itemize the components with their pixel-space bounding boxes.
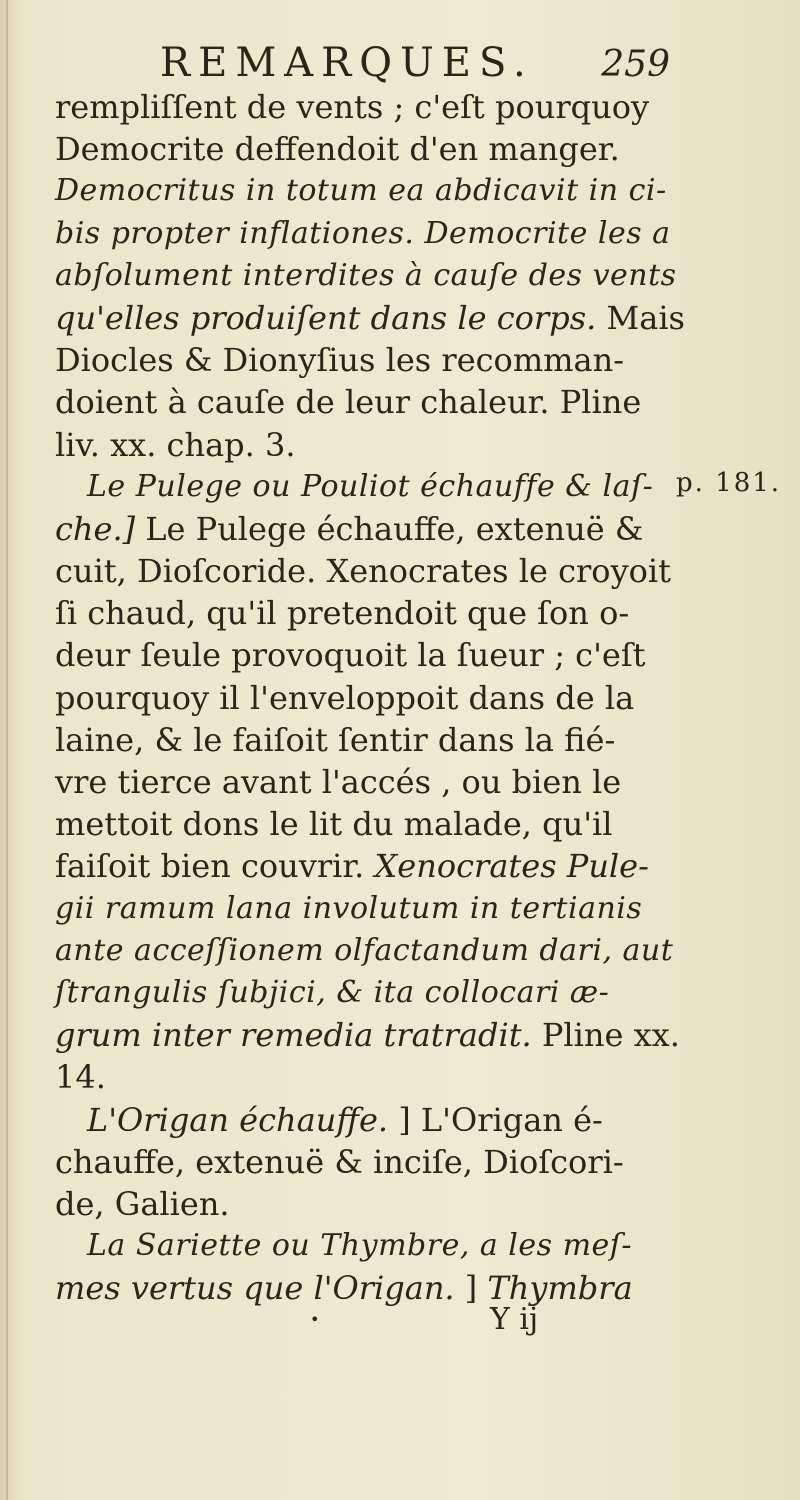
text-line: liv. xx. chap. 3. (55, 425, 296, 464)
text-line (55, 1267, 655, 1309)
text-line: ſi chaud, qu'il pretendoit que ſon o- (55, 594, 630, 633)
italic-run: Xenocrates Pule- (364, 847, 649, 886)
text-line: cuit, Dioſcoride. Xenocrates le croyoit (55, 552, 671, 591)
roman-run: faiſoit bien couvrir. (55, 847, 365, 886)
italic-run: L'Origan échauffe. (87, 1100, 389, 1139)
text-line (55, 845, 655, 887)
margin-reference: p. 181. (676, 468, 782, 498)
text-line: de, Galien. (55, 1184, 230, 1223)
text-line (55, 1014, 680, 1056)
roman-run: Le Pulege échauffe, extenuë & (135, 509, 644, 548)
text-line: doient à cauſe de leur chaleur. Pline (55, 383, 642, 422)
text-line: ante acceſſionem olfactandum dari, aut (55, 932, 674, 968)
body-text (55, 86, 685, 1309)
text-line: Democrite deffendoit d'en manger. (55, 130, 620, 169)
roman-run: Pline xx. (531, 1016, 680, 1055)
text-line: abſolument interdites à cauſe des vents (55, 257, 677, 293)
text-line: gii ramum lana involutum in tertianis (55, 890, 643, 926)
text-line: ſtrangulis ſubjici, & ita collocari æ- (55, 974, 610, 1010)
italic-run: Thymbra (477, 1269, 633, 1308)
signature-mark: Y ij (490, 1302, 539, 1337)
roman-run: Mais (596, 298, 685, 337)
text-line: bis propter inflationes. Democrite les a (55, 215, 671, 251)
text-line: Diocles & Dionyſius les recomman- (55, 341, 624, 380)
text-line (55, 1099, 655, 1141)
text-line (55, 508, 655, 550)
text-line: chauffe, extenuë & inciſe, Dioſcori- (55, 1142, 624, 1181)
text-line: pourquoy il l'enveloppoit dans de la (55, 678, 635, 717)
roman-run: ] L'Origan é- (388, 1100, 603, 1139)
italic-run: che.] (55, 509, 136, 548)
text-line: vre tierce avant l'accés , ou bien le (55, 763, 622, 801)
gutter-shadow (6, 0, 8, 1500)
italic-run: qu'elles produiſent dans le corps. (55, 298, 597, 337)
text-line: 14. (55, 1058, 106, 1097)
text-line: Democritus in totum ea abdicavit in ci- (55, 173, 667, 209)
text-line (55, 297, 685, 339)
italic-run: mes vertus que l'Origan. (55, 1269, 455, 1308)
text-line: Le Pulege ou Pouliot échauffe & laſ- (87, 468, 654, 504)
text-line: laine, & le faiſoit ſentir dans la fié- (55, 720, 616, 759)
footer-mark: • (310, 1310, 320, 1329)
text-line: rempliſſent de vents ; c'eſt pourquoy (55, 88, 650, 126)
page-number: 259 (601, 44, 670, 85)
text-line: deur ſeule provoquoit la ſueur ; c'eſt (55, 636, 646, 675)
text-line: La Sariette ou Thymbre, a les meſ- (87, 1228, 633, 1264)
roman-run: ] (454, 1269, 478, 1308)
running-title: REMARQUES. (160, 40, 534, 86)
text-line: mettoit dons le lit du malade, qu'il (55, 805, 613, 844)
italic-run: grum inter remedia tratradit. (55, 1016, 532, 1055)
